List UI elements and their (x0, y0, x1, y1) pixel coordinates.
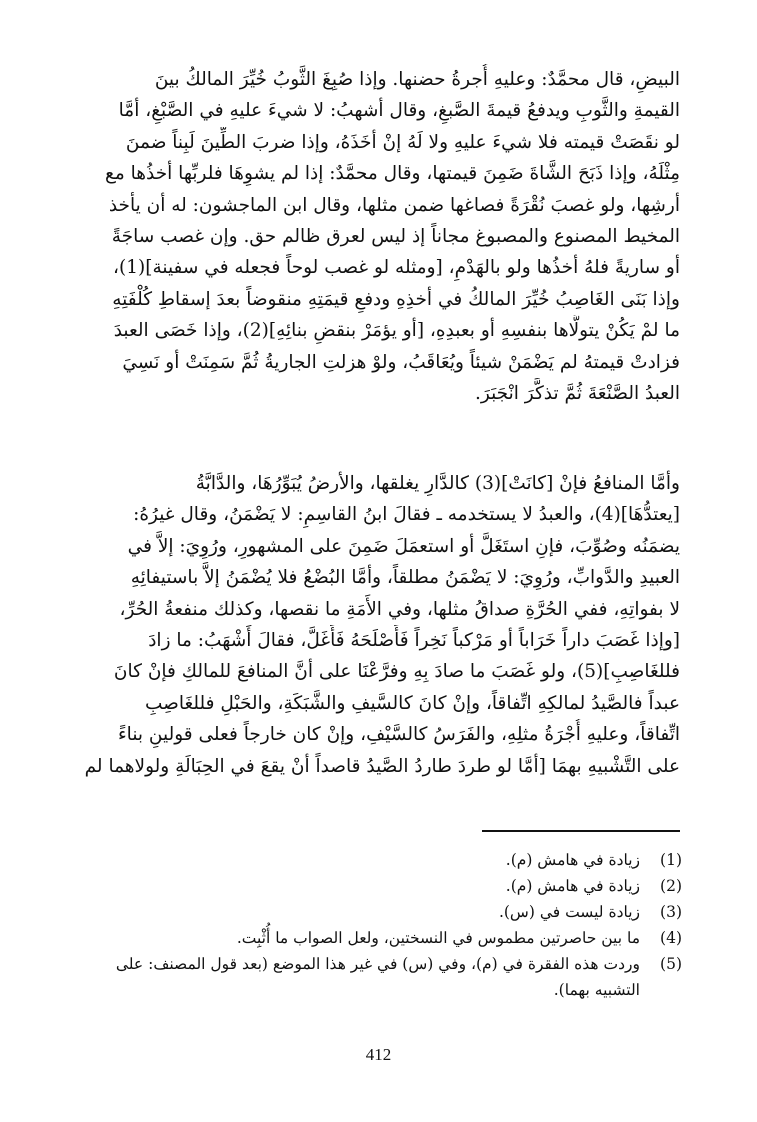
text-line: أو ساريةً فلهُ أخذُها ولو بالهَدْمِ، [ومثله لو غصب لوحاً فجعله في سفينة](1)، (113, 257, 680, 279)
text-line: [يعتدُّهَا](4)، والعبدُ لا يستخدمه ـ فقالَ ابنُ القاسِمِ: لا يَضْمَنُ، وقال غيرُهُ: (133, 504, 680, 526)
text-line: يضمَنُه وصُوِّبَ، فإنِ استَغَلَّ أو استعمَلَ ضَمِنَ على المشهورِ، ورُوِيَ: إلاَّ في (127, 535, 680, 557)
footnote-number: (5) (660, 955, 682, 973)
text-line: العبيدِ والدَّوابِّ، ورُوِيَ: لا يَضْمَنُ مطلقاً، وأمَّا البُضْعُ فلا يُضْمَنُ إلاَّ باستيفائِهِ (130, 567, 680, 589)
page-number: 412 (365, 1045, 392, 1064)
footnote-5 (70, 951, 682, 1003)
text-line: فزادتْ قيمتهُ لم يَضْمَنْ شيئاً ويُعَاقَبُ، ولوْ هزلتِ الجاريةُ ثُمَّ سَمِنَتْ أو نَسِيَ (122, 351, 680, 373)
text-line: فللغَاصِبِ](5)، ولو غَصَبَ ما صادَ بِهِ وفرَّعْنَا على أنَّ المنافعَ للمالكِ فإنْ كانَ (113, 661, 680, 683)
footnote-2 (70, 873, 682, 899)
text-line: وإذا بَنَى الغَاصِبُ خُيِّرَ المالكُ في أخذِهِ ودفعِ قيمَتِهِ منقوضاً بعدَ إسقاطِ كُلْفَتِهِ (112, 288, 680, 310)
text-line: العبدُ الصَّنْعَةَ ثُمَّ تذكَّرَ انْجَبَرَ. (475, 383, 680, 405)
text-line: المخيط المصنوع والمصبوغ مجاناً إذ ليس لعرق ظالم حق. وإن غصب ساجَةً (111, 226, 680, 248)
text-line: على التَّشْبيهِ بهمَا [أمَّا لو طردَ طاردُ الصَّيدُ قاصداً أنْ يقعَ في الحِبَالَةِ ولولاهما لم (84, 755, 680, 777)
footnote-text: ما بين حاصرتين مطموس في النسختين، ولعل الصواب ما أُثْبِت. (236, 929, 640, 947)
footnote-number: (2) (660, 877, 682, 895)
paragraph-1 (80, 64, 680, 409)
footnote-text: زيادة ليست في (س). (498, 903, 640, 921)
footnote-text: زيادة في هامش (م). (505, 877, 640, 895)
text-line: [وإذا غَصَبَ داراً خَرَاباً أو مَرْكباً نَخِراً فَأَصْلَحَهُ فَأَغَلَّ، فقالَ أَشْهَبُ: ما زادَ (148, 630, 680, 652)
footnote-number: (1) (660, 851, 682, 869)
paragraph-2 (80, 468, 680, 782)
footnote-number: (3) (660, 903, 682, 921)
text-line: البيضِ، قال محمَّدٌ: وعليهِ أُجرةُ حضنها. وإذا صُبِغَ الثَّوبُ خُيِّرَ المالكُ بينَ (154, 69, 680, 90)
footnote-divider (482, 830, 680, 832)
text-line: وأمَّا المنافعُ فإنْ [كانَتْ](3) كالدَّارِ يغلقها، والأرضُ يُبَوِّرُهَا، والدَّابَّةُ (195, 473, 680, 494)
text-line: لا بفواتِهِ، ففي الحُرَّةِ صداقُ مثلها، وفي الأَمَةِ ما نقصها، وكذلك منفعةُ الحُرِّ، (119, 598, 680, 620)
text-line: لو نقَصَتْ قيمته فلا شيءَ عليهِ ولا لَهُ إنْ أخَذَهُ، وإذا ضربَ الطِّينَ لَبِناً ضمنَ (125, 131, 680, 153)
footnotes (70, 847, 682, 1003)
text-line: اتِّفاقاً، وعليهِ أُجْرَةُ مثلِهِ، والفَرَسُ كالسَّيْفِ، وإنْ كان خارجاً فعلى قولينِ بناءً (117, 724, 680, 746)
text-line: القيمةِ والثَّوبِ ويدفعُ قيمةَ الصَّبغِ، وقال أشهبُ: لا شيءَ عليهِ في الصَّبْغِ، أمَّا (118, 100, 680, 122)
footnote-3 (70, 899, 682, 925)
footnote-text: زيادة في هامش (م). (505, 851, 640, 869)
footnote-text: وردت هذه الفقرة في (م)، وفي (س) في غير هذا الموضع (بعد قول المصنف: على التشبيه بهما). (115, 955, 640, 999)
text-line: عبداً فالصَّيدُ لمالكِهِ اتِّفاقاً، وإنْ كانَ كالسَّيفِ والشَّبَكَةِ، والحَبْلِ فللغَاصِبِ (144, 692, 680, 714)
footnote-number: (4) (660, 929, 682, 947)
footnote-4 (70, 925, 682, 951)
footnote-1 (70, 847, 682, 873)
text-line: أرشِها، ولو غصبَ نُقْرَةً فصاغها ضمن مثلها، وقال ابن الماجشون: له أن يأخذ (108, 194, 680, 216)
text-line: مِثْلَهُ، وإذا ذَبَحَ الشَّاةَ ضَمِنَ قيمتها، وقال محمَّدٌ: إذا لم يشوِهَا فلربِّها أخذُها مع (104, 163, 680, 185)
text-line: ما لمْ يَكُنْ يتولَّاها بنفسِهِ أو بعبدِهِ، [أو يؤمَرْ بنقضِ بنائِهِ](2)، وإذا خَصَى العبدَ (113, 320, 680, 342)
